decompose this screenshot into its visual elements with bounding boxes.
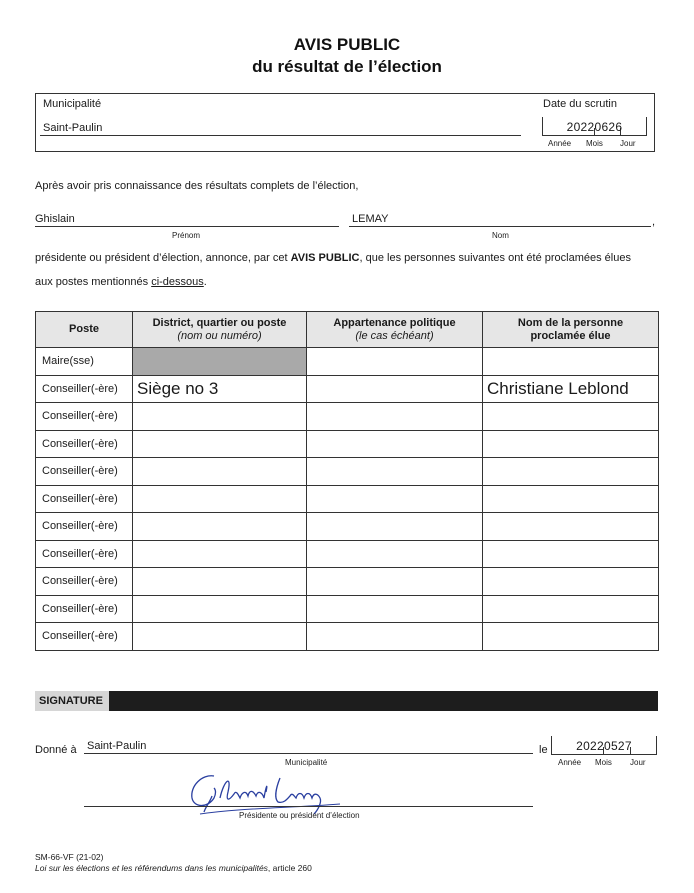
page-title: AVIS PUBLIC (293, 35, 401, 54)
first-name-label: Prénom (172, 231, 201, 240)
municipality-underline (40, 135, 521, 136)
elected-cell[interactable] (483, 485, 659, 513)
first-name-value[interactable]: Ghislain (35, 213, 75, 225)
party-cell[interactable] (307, 568, 483, 596)
district-cell[interactable] (133, 430, 307, 458)
poste-cell: Conseiller(-ère) (36, 375, 133, 403)
header-party (307, 312, 483, 348)
done-at-value[interactable]: Saint-Paulin (87, 740, 147, 752)
district-cell[interactable]: Siège no 3 (133, 375, 307, 403)
district-cell-disabled (133, 348, 307, 376)
party-cell[interactable] (307, 430, 483, 458)
municipality-label: Municipalité (43, 98, 102, 110)
poste-cell: Conseiller(-ère) (36, 485, 133, 513)
header-elected-label: Nom de la personne (517, 316, 624, 329)
election-date-year-label: Année (548, 139, 572, 148)
law-reference (35, 863, 312, 873)
elected-cell[interactable] (483, 513, 659, 541)
district-cell[interactable] (133, 485, 307, 513)
poste-cell: Conseiller(-ère) (36, 540, 133, 568)
poste-cell: Maire(sse) (36, 348, 133, 376)
on-date-label: le (539, 744, 548, 756)
announcement-text-1: présidente ou président d’élection, annonce, par cet (35, 252, 291, 264)
table-row (36, 375, 659, 403)
law-title: Loi sur les élections et les référendums dans les municipalités (35, 863, 268, 873)
page-subtitle: du résultat de l’élection (252, 57, 442, 76)
header-elected (483, 312, 659, 348)
header-party-label: Appartenance politique (333, 316, 456, 329)
announcement-line1 (35, 252, 631, 264)
poste-cell: Conseiller(-ère) (36, 513, 133, 541)
poste-cell: Conseiller(-ère) (36, 568, 133, 596)
done-at-label: Donné à (35, 744, 77, 756)
table-row (36, 595, 659, 623)
table-row (36, 458, 659, 486)
party-cell[interactable] (307, 458, 483, 486)
signature-date-day-label: Jour (630, 758, 646, 767)
announcement-text-3: aux postes mentionnés (35, 276, 152, 288)
signature-section-bar (35, 691, 658, 711)
signature-date-year-label: Année (558, 758, 582, 767)
last-name-underline (349, 226, 651, 227)
table-row (36, 623, 659, 651)
last-name-label: Nom (492, 231, 509, 240)
elected-cell[interactable] (483, 430, 659, 458)
district-cell[interactable] (133, 513, 307, 541)
poste-cell: Conseiller(-ère) (36, 595, 133, 623)
election-date-value: 20220626 (566, 120, 623, 134)
table-row (36, 540, 659, 568)
election-date-label: Date du scrutin (543, 98, 617, 110)
signer-label: Présidente ou président d’élection (239, 811, 360, 820)
name-comma: , (652, 216, 656, 228)
signature-date-value: 20220527 (576, 739, 632, 753)
announcement-line2 (35, 276, 207, 288)
announcement-bold: AVIS PUBLIC (290, 252, 360, 264)
party-cell[interactable] (307, 623, 483, 651)
district-cell[interactable] (133, 403, 307, 431)
municipality-value[interactable]: Saint-Paulin (43, 122, 103, 134)
done-at-underline (84, 753, 533, 754)
signature-date-field[interactable] (551, 737, 657, 755)
last-name-value[interactable]: LEMAY (352, 213, 389, 225)
form-code: SM-66-VF (21-02) (35, 852, 104, 862)
elected-cell[interactable] (483, 568, 659, 596)
header-party-sub: (le cas échéant) (355, 329, 434, 342)
elected-cell[interactable] (483, 540, 659, 568)
table-row (36, 403, 659, 431)
district-cell[interactable] (133, 458, 307, 486)
announcement-text-2: , que les personnes suivantes ont été proclamées élues (359, 252, 631, 264)
signature-underline (84, 806, 533, 807)
poste-cell: Conseiller(-ère) (36, 430, 133, 458)
elected-cell[interactable] (483, 458, 659, 486)
district-cell[interactable] (133, 540, 307, 568)
table-row (36, 513, 659, 541)
table-row (36, 430, 659, 458)
header-district-label: District, quartier ou poste (152, 316, 287, 329)
table-row (36, 568, 659, 596)
header-poste (36, 312, 133, 348)
header-elected-line2: proclamée élue (530, 329, 611, 342)
table-row (36, 485, 659, 513)
elected-cell[interactable] (483, 623, 659, 651)
party-cell[interactable] (307, 348, 483, 376)
signature-section-label: SIGNATURE (35, 691, 109, 711)
first-name-underline (35, 226, 339, 227)
table-header-row (36, 312, 659, 348)
header-district-sub: (nom ou numéro) (177, 329, 262, 342)
election-date-field[interactable] (542, 118, 647, 136)
elected-cell[interactable] (483, 595, 659, 623)
district-cell[interactable] (133, 623, 307, 651)
party-cell[interactable] (307, 375, 483, 403)
signature-date-month-label: Mois (595, 758, 612, 767)
election-date-day-label: Jour (620, 139, 636, 148)
elected-cell[interactable] (483, 403, 659, 431)
table-row (36, 348, 659, 376)
party-cell[interactable] (307, 513, 483, 541)
done-at-municipality-label: Municipalité (285, 758, 328, 767)
announcement-period: . (203, 276, 207, 288)
poste-cell: Conseiller(-ère) (36, 403, 133, 431)
election-date-month-label: Mois (586, 139, 603, 148)
elected-cell[interactable] (483, 348, 659, 376)
header-poste-label: Poste (69, 323, 99, 335)
district-cell[interactable] (133, 568, 307, 596)
party-cell[interactable] (307, 403, 483, 431)
law-article: , article 260 (267, 863, 312, 873)
elected-cell[interactable]: Christiane Leblond (483, 375, 659, 403)
poste-cell: Conseiller(-ère) (36, 623, 133, 651)
intro-text: Après avoir pris connaissance des résultats complets de l’élection, (35, 180, 359, 192)
party-cell[interactable] (307, 595, 483, 623)
header-district (133, 312, 307, 348)
district-cell[interactable] (133, 595, 307, 623)
results-table (35, 311, 659, 651)
poste-cell: Conseiller(-ère) (36, 458, 133, 486)
below-link: ci-dessous (151, 276, 204, 288)
party-cell[interactable] (307, 540, 483, 568)
party-cell[interactable] (307, 485, 483, 513)
